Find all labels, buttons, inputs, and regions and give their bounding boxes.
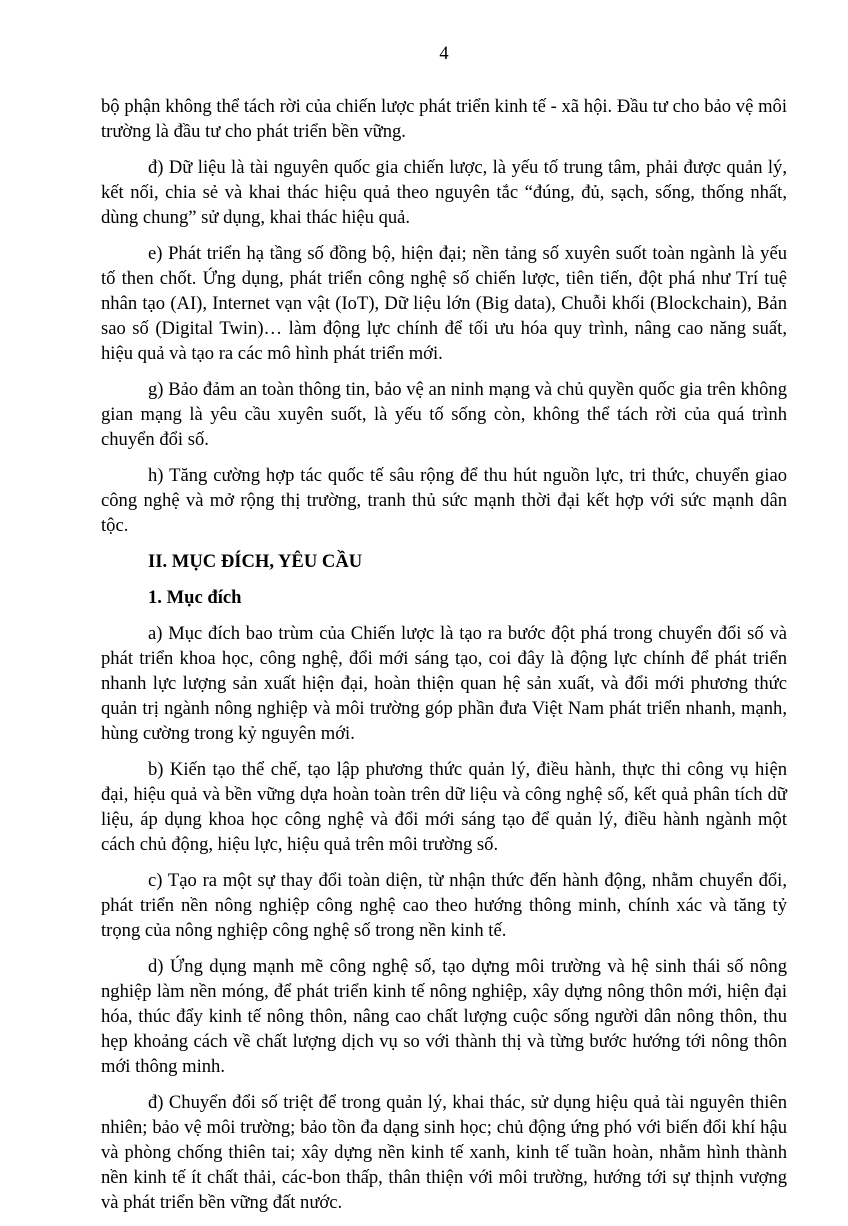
paragraph-item-h-cooperation: h) Tăng cường hợp tác quốc tế sâu rộng để thu hút nguồn lực, tri thức, chuyển giao công nghệ và mở rộng thị trường, tranh thủ sức mạnh thời đại kết hợp với sức mạnh dân tộc. bbox=[101, 465, 787, 536]
paragraph-continued: bộ phận không thể tách rời của chiến lược phát triển kinh tế - xã hội. Đầu tư cho bảo vệ môi trường là đầu tư cho phát triển bền vững. bbox=[101, 96, 787, 142]
paragraph-purpose-c: c) Tạo ra một sự thay đổi toàn diện, từ nhận thức đến hành động, nhằm chuyển đổi, phát triển nền nông nghiệp công nghệ cao theo hướng thông minh, chính xác và tăng tỷ trọng của nông nghiệp công nghệ số trong nền kinh tế. bbox=[101, 870, 787, 941]
page-number: 4 bbox=[439, 44, 449, 64]
paragraph-item-dd-data: đ) Dữ liệu là tài nguyên quốc gia chiến lược, là yếu tố trung tâm, phải được quản lý, kết nối, chia sẻ và khai thác hiệu quả theo nguyên tắc “đúng, đủ, sạch, sống, thống nhất, dùng chung” sử dụng, khai thác hiệu quả. bbox=[101, 157, 787, 228]
paragraph-item-g-security: g) Bảo đảm an toàn thông tin, bảo vệ an ninh mạng và chủ quyền quốc gia trên không gian mạng là yêu cầu xuyên suốt, là yếu tố sống còn, không thể tách rời của quá trình chuyển đổi số. bbox=[101, 379, 787, 450]
paragraph-purpose-b: b) Kiến tạo thể chế, tạo lập phương thức quản lý, điều hành, thực thi công vụ hiện đại, hiệu quả và bền vững dựa hoàn toàn trên dữ liệu và công nghệ số, kết quả phân tích dữ liệu, áp dụng khoa học công nghệ và đổi mới sáng tạo để quản lý, điều hành ngành một cách chủ động, hiệu lực, hiệu quả trên môi trường số. bbox=[101, 759, 787, 855]
subsection-heading: 1. Mục đích bbox=[148, 587, 242, 608]
paragraph-purpose-dd: đ) Chuyển đổi số triệt để trong quản lý, khai thác, sử dụng hiệu quả tài nguyên thiên nhiên; bảo vệ môi trường; bảo tồn đa dạng sinh học; chủ động ứng phó với biến đổi khí hậu và phòng chống thiên tai; xây dựng nền kinh tế xanh, kinh tế tuần hoàn, nhằm hình thành nền kinh tế ít chất thải, các-bon thấp, thân thiện với môi trường, hướng tới sự thịnh vượng và phát triển bền vững đất nước. bbox=[101, 1092, 787, 1213]
paragraph-item-e-infrastructure: e) Phát triển hạ tầng số đồng bộ, hiện đại; nền tảng số xuyên suốt toàn ngành là yếu tố then chốt. Ứng dụng, phát triển công nghệ số chiến lược, tiên tiến, đột phá như Trí tuệ nhân tạo (AI), Internet vạn vật (IoT), Dữ liệu lớn (Big data), Chuỗi khối (Blockchain), Bản sao số (Digital Twin)… làm động lực chính để tối ưu hóa quy trình, nâng cao năng suất, hiệu quả và tạo ra các mô hình phát triển mới. bbox=[101, 243, 787, 364]
paragraph-purpose-d: d) Ứng dụng mạnh mẽ công nghệ số, tạo dựng môi trường và hệ sinh thái số nông nghiệp làm nền móng, để phát triển kinh tế nông nghiệp, xây dựng nông thôn mới, hiện đại hóa, thúc đẩy kinh tế nông thôn, nâng cao chất lượng cuộc sống người dân nông thôn, thu hẹp khoảng cách về chất lượng dịch vụ so với thành thị và từng bước hướng tới nông thôn mới thông minh. bbox=[101, 956, 787, 1077]
paragraph-purpose-a: a) Mục đích bao trùm của Chiến lược là tạo ra bước đột phá trong chuyển đổi số và phát triển khoa học, công nghệ, đổi mới sáng tạo, coi đây là động lực chính để phát triển nhanh lực lượng sản xuất hiện đại, hoàn thiện quan hệ sản xuất, và đổi mới phương thức quản trị ngành nông nghiệp và môi trường góp phần đưa Việt Nam phát triển nhanh, mạnh, hùng cường trong kỷ nguyên mới. bbox=[101, 623, 787, 744]
document-page bbox=[101, 42, 787, 1226]
section-heading: II. MỤC ĐÍCH, YÊU CẦU bbox=[148, 551, 363, 572]
